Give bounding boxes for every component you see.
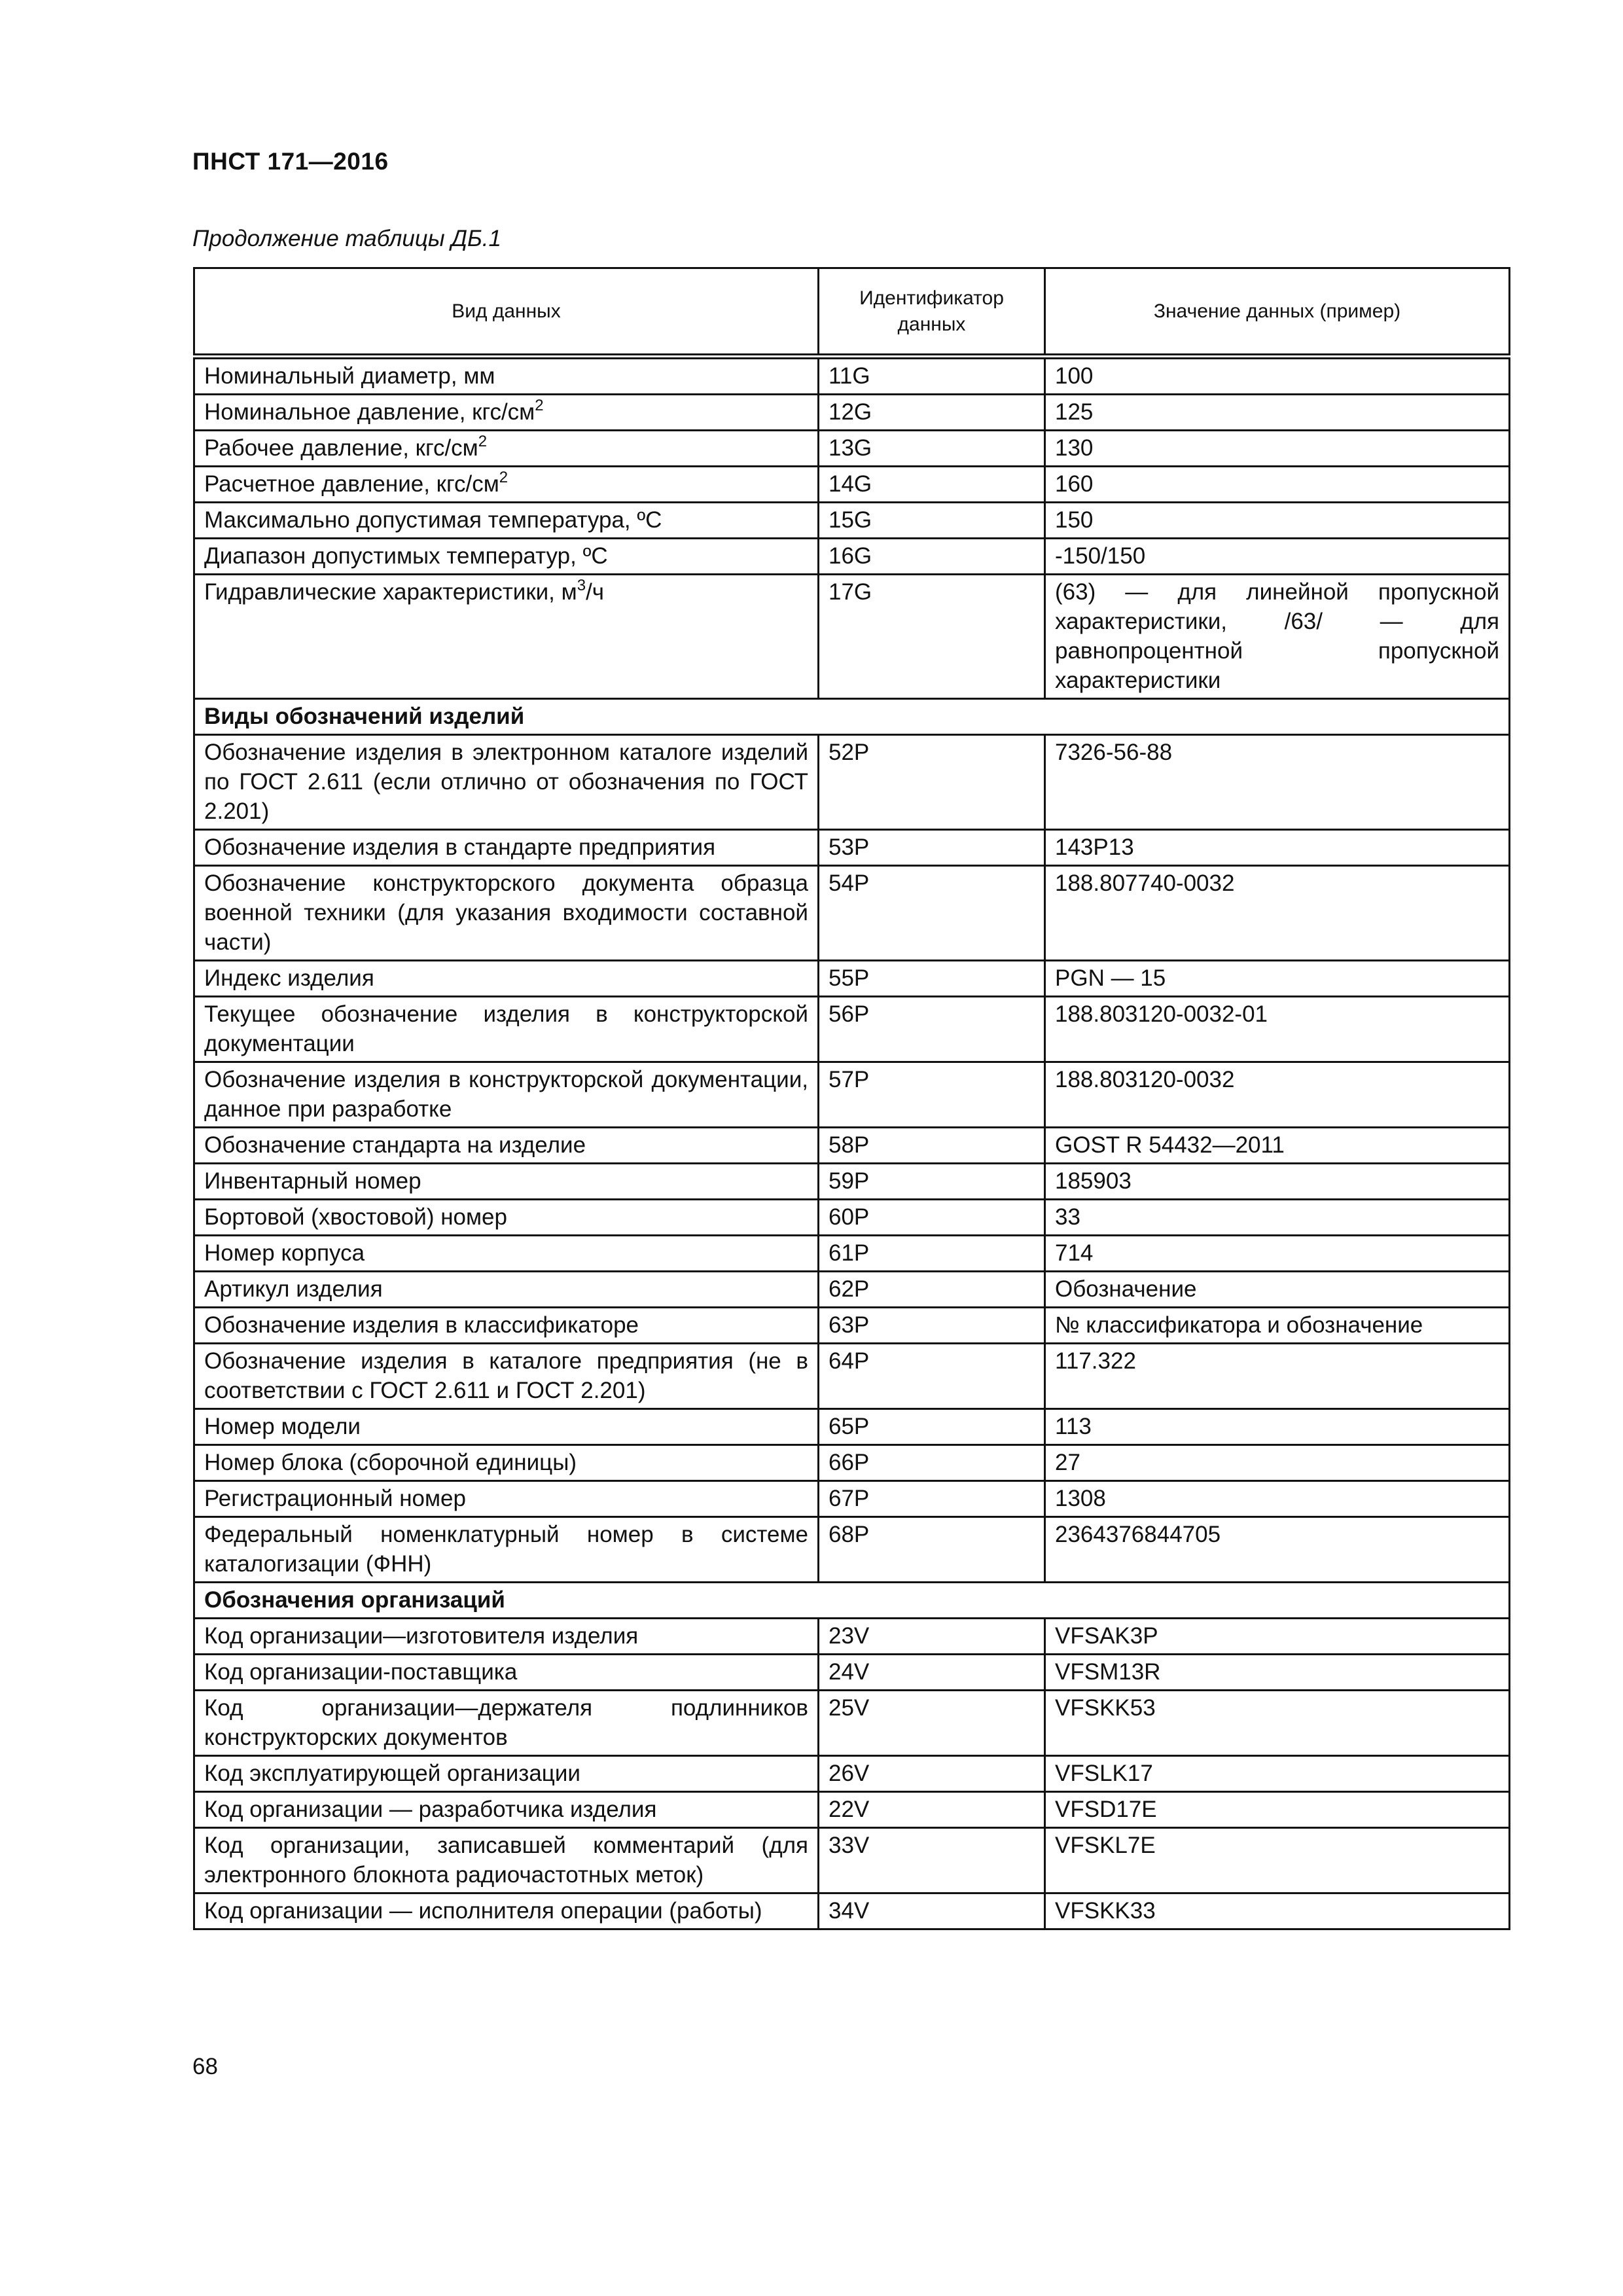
data-type-text: Код организации—держателя подлинников конструкторских документов <box>204 1695 808 1750</box>
cell-value: 714 <box>1045 1236 1510 1272</box>
cell-data-type <box>194 1236 819 1272</box>
cell-data-type <box>194 431 819 467</box>
table-row <box>194 1655 1510 1691</box>
cell-identifier: 34V <box>819 1893 1045 1929</box>
cell-value: 113 <box>1045 1409 1510 1445</box>
cell-identifier: 63P <box>819 1308 1045 1344</box>
cell-value: № классификатора и обозначение <box>1045 1308 1510 1344</box>
cell-value: 125 <box>1045 395 1510 431</box>
cell-identifier: 33V <box>819 1828 1045 1893</box>
document-code: ПНСТ 171—2016 <box>192 148 389 175</box>
table-row <box>194 1792 1510 1828</box>
table-row <box>194 1409 1510 1445</box>
cell-value: Обозначение <box>1045 1272 1510 1308</box>
cell-data-type <box>194 866 819 961</box>
table-row <box>194 1445 1510 1481</box>
table-row <box>194 1517 1510 1583</box>
cell-identifier: 15G <box>819 503 1045 539</box>
cell-data-type <box>194 1200 819 1236</box>
table-row <box>194 539 1510 575</box>
data-type-text: Номинальный диаметр, мм <box>204 363 495 389</box>
section-title: Обозначения организаций <box>194 1583 1510 1619</box>
cell-data-type <box>194 1308 819 1344</box>
cell-data-type <box>194 1344 819 1409</box>
table-row <box>194 1481 1510 1517</box>
cell-identifier: 67P <box>819 1481 1045 1517</box>
cell-value: VFSKL7E <box>1045 1828 1510 1893</box>
table-row <box>194 467 1510 503</box>
cell-data-type <box>194 395 819 431</box>
table-row <box>194 1344 1510 1409</box>
table-row <box>194 1236 1510 1272</box>
table-row <box>194 395 1510 431</box>
cell-value: VFSD17E <box>1045 1792 1510 1828</box>
data-type-text: Код организации—изготовителя изделия <box>204 1623 639 1649</box>
cell-identifier: 57P <box>819 1062 1045 1128</box>
cell-identifier: 58P <box>819 1128 1045 1164</box>
cell-data-type <box>194 575 819 699</box>
data-type-text: Номер модели <box>204 1414 361 1439</box>
cell-identifier: 64P <box>819 1344 1045 1409</box>
cell-value: 1308 <box>1045 1481 1510 1517</box>
cell-identifier: 22V <box>819 1792 1045 1828</box>
table-row <box>194 961 1510 997</box>
cell-value: VFSM13R <box>1045 1655 1510 1691</box>
cell-data-type <box>194 1409 819 1445</box>
cell-identifier: 16G <box>819 539 1045 575</box>
data-type-text: Рабочее давление, кгс/см <box>204 435 478 461</box>
cell-identifier: 14G <box>819 467 1045 503</box>
data-type-text: Обозначение стандарта на изделие <box>204 1132 586 1158</box>
cell-data-type <box>194 467 819 503</box>
data-type-text: Бортовой (хвостовой) номер <box>204 1204 507 1230</box>
cell-data-type <box>194 539 819 575</box>
cell-data-type <box>194 1517 819 1583</box>
table-row <box>194 575 1510 699</box>
unit-superscript: 2 <box>535 397 544 414</box>
cell-data-type <box>194 961 819 997</box>
table-row <box>194 866 1510 961</box>
table-row <box>194 1272 1510 1308</box>
data-type-text: Код эксплуатирующей организации <box>204 1761 580 1786</box>
data-type-text: Артикул изделия <box>204 1276 383 1302</box>
table-row <box>194 735 1510 830</box>
cell-identifier: 24V <box>819 1655 1045 1691</box>
cell-data-type <box>194 1062 819 1128</box>
table-row <box>194 997 1510 1062</box>
table-caption: Продолжение таблицы ДБ.1 <box>192 226 501 251</box>
data-type-text: Регистрационный номер <box>204 1486 466 1511</box>
data-type-text: Код организации — разработчика изделия <box>204 1797 657 1822</box>
table-section-row <box>194 1583 1510 1619</box>
page-number: 68 <box>192 2054 218 2079</box>
table-row <box>194 357 1510 395</box>
cell-data-type <box>194 830 819 866</box>
cell-data-type <box>194 357 819 395</box>
table-header-row <box>194 268 1510 357</box>
table-body <box>194 357 1510 1929</box>
cell-value: VFSKK33 <box>1045 1893 1510 1929</box>
data-type-text: Обозначение изделия в классификаторе <box>204 1312 639 1338</box>
cell-data-type <box>194 1164 819 1200</box>
cell-value: 150 <box>1045 503 1510 539</box>
cell-identifier: 66P <box>819 1445 1045 1481</box>
cell-value: 185903 <box>1045 1164 1510 1200</box>
cell-identifier: 56P <box>819 997 1045 1062</box>
table-row <box>194 431 1510 467</box>
cell-identifier: 52P <box>819 735 1045 830</box>
cell-value: -150/150 <box>1045 539 1510 575</box>
cell-value: 33 <box>1045 1200 1510 1236</box>
cell-value: 100 <box>1045 357 1510 395</box>
cell-identifier: 53P <box>819 830 1045 866</box>
cell-data-type <box>194 1272 819 1308</box>
cell-value: 27 <box>1045 1445 1510 1481</box>
data-type-text-tail: /ч <box>586 579 605 605</box>
table-row <box>194 1619 1510 1655</box>
table-row <box>194 1893 1510 1929</box>
cell-value: 188.807740-0032 <box>1045 866 1510 961</box>
table-row <box>194 1164 1510 1200</box>
cell-value: 188.803120-0032 <box>1045 1062 1510 1128</box>
cell-value: VFSLK17 <box>1045 1756 1510 1792</box>
table-row <box>194 1756 1510 1792</box>
cell-data-type <box>194 503 819 539</box>
cell-value: 188.803120-0032-01 <box>1045 997 1510 1062</box>
cell-data-type <box>194 735 819 830</box>
data-type-text: Код организации, записавшей комментарий (для электронного блокнота радиочастотных меток) <box>204 1833 808 1888</box>
data-type-text: Инвентарный номер <box>204 1168 421 1194</box>
table-row <box>194 1128 1510 1164</box>
cell-data-type <box>194 1691 819 1756</box>
section-title: Виды обозначений изделий <box>194 699 1510 735</box>
table-row <box>194 1200 1510 1236</box>
column-header-identifier: Идентификатор данных <box>819 268 1045 357</box>
cell-identifier: 60P <box>819 1200 1045 1236</box>
cell-value: PGN — 15 <box>1045 961 1510 997</box>
column-header-data-type: Вид данных <box>194 268 819 357</box>
cell-identifier: 26V <box>819 1756 1045 1792</box>
table-row <box>194 1828 1510 1893</box>
cell-identifier: 62P <box>819 1272 1045 1308</box>
table-row <box>194 1062 1510 1128</box>
cell-data-type <box>194 1481 819 1517</box>
cell-identifier: 12G <box>819 395 1045 431</box>
cell-value: (63) — для линейной пропускной характеристики, /63/ — для равнопроцентной пропускной характеристики <box>1045 575 1510 699</box>
data-type-text: Диапазон допустимых температур, ºС <box>204 543 608 569</box>
data-type-text: Обозначение конструкторского документа образца военной техники (для указания входимости составной части) <box>204 870 808 955</box>
data-type-text: Текущее обозначение изделия в конструкторской документации <box>204 1001 808 1056</box>
cell-identifier: 61P <box>819 1236 1045 1272</box>
cell-value: 7326-56-88 <box>1045 735 1510 830</box>
cell-identifier: 25V <box>819 1691 1045 1756</box>
data-type-text: Номер корпуса <box>204 1240 365 1266</box>
data-type-text: Индекс изделия <box>204 965 374 991</box>
cell-data-type <box>194 1445 819 1481</box>
unit-superscript: 2 <box>478 433 488 450</box>
data-type-text: Код организации-поставщика <box>204 1659 518 1685</box>
cell-value: VFSKK53 <box>1045 1691 1510 1756</box>
cell-identifier: 55P <box>819 961 1045 997</box>
data-type-text: Расчетное давление, кгс/см <box>204 471 499 497</box>
cell-data-type <box>194 1655 819 1691</box>
cell-identifier: 11G <box>819 357 1045 395</box>
cell-value: VFSAK3P <box>1045 1619 1510 1655</box>
data-table-container <box>193 267 1508 1930</box>
table-row <box>194 503 1510 539</box>
cell-value: 160 <box>1045 467 1510 503</box>
table-row <box>194 830 1510 866</box>
data-table <box>193 267 1510 1930</box>
data-type-text: Номинальное давление, кгс/см <box>204 399 535 425</box>
cell-value: 117.322 <box>1045 1344 1510 1409</box>
data-type-text: Федеральный номенклатурный номер в системе каталогизации (ФНН) <box>204 1522 808 1577</box>
cell-identifier: 17G <box>819 575 1045 699</box>
data-type-text: Номер блока (сборочной единицы) <box>204 1450 577 1475</box>
cell-value: 2364376844705 <box>1045 1517 1510 1583</box>
column-header-value: Значение данных (пример) <box>1045 268 1510 357</box>
unit-superscript: 2 <box>499 469 508 486</box>
data-type-text: Обозначение изделия в конструкторской документации, данное при разработке <box>204 1067 808 1122</box>
unit-superscript: 3 <box>577 577 586 594</box>
cell-data-type <box>194 1619 819 1655</box>
cell-data-type <box>194 1792 819 1828</box>
table-row <box>194 1308 1510 1344</box>
cell-data-type <box>194 1756 819 1792</box>
cell-data-type <box>194 1128 819 1164</box>
cell-value: 143P13 <box>1045 830 1510 866</box>
data-type-text: Код организации — исполнителя операции (работы) <box>204 1898 762 1924</box>
data-type-text: Обозначение изделия в стандарте предприятия <box>204 834 716 860</box>
cell-identifier: 59P <box>819 1164 1045 1200</box>
cell-identifier: 13G <box>819 431 1045 467</box>
cell-identifier: 23V <box>819 1619 1045 1655</box>
cell-identifier: 68P <box>819 1517 1045 1583</box>
data-type-text: Обозначение изделия в электронном каталоге изделий по ГОСТ 2.611 (если отлично от обозначения по ГОСТ 2.201) <box>204 740 808 824</box>
table-row <box>194 1691 1510 1756</box>
cell-identifier: 54P <box>819 866 1045 961</box>
data-type-text: Обозначение изделия в каталоге предприятия (не в соответствии с ГОСТ 2.611 и ГОСТ 2.201) <box>204 1348 808 1403</box>
cell-data-type <box>194 1893 819 1929</box>
data-type-text: Гидравлические характеристики, м <box>204 579 577 605</box>
cell-value: 130 <box>1045 431 1510 467</box>
cell-value: GOST R 54432—2011 <box>1045 1128 1510 1164</box>
cell-data-type <box>194 997 819 1062</box>
data-type-text: Максимально допустимая температура, ºС <box>204 507 662 533</box>
cell-data-type <box>194 1828 819 1893</box>
cell-identifier: 65P <box>819 1409 1045 1445</box>
table-section-row <box>194 699 1510 735</box>
